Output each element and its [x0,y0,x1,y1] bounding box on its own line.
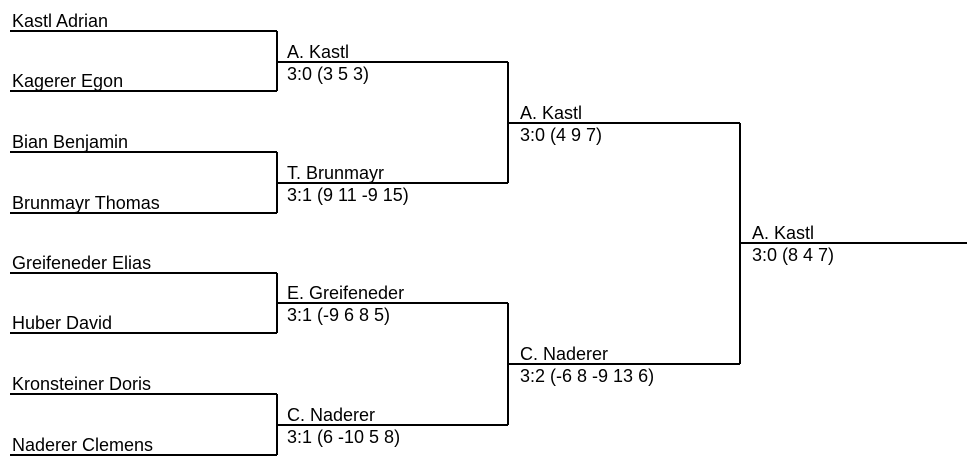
qf-score-1: 3:0 (3 5 3) [287,64,370,84]
r1-player-6: Huber David [12,313,113,333]
sf-score-2: 3:2 (-6 8 -9 13 6) [520,366,655,386]
sf-winner-1: A. Kastl [520,103,583,123]
r1-player-4: Brunmayr Thomas [12,193,160,213]
qf-score-3: 3:1 (-9 6 8 5) [287,305,391,325]
qf-score-2: 3:1 (9 11 -9 15) [287,185,409,205]
final-winner: A. Kastl [752,223,815,243]
sf-winner-2: C. Naderer [520,344,609,364]
r1-player-8: Naderer Clemens [12,435,154,455]
qf-score-4: 3:1 (6 -10 5 8) [287,427,401,447]
qf-winner-2: T. Brunmayr [287,163,385,183]
qf-winner-4: C. Naderer [287,405,376,425]
r1-player-5: Greifeneder Elias [12,253,152,273]
qf-winner-1: A. Kastl [287,42,350,62]
r1-player-3: Bian Benjamin [12,132,129,152]
final-score: 3:0 (8 4 7) [752,245,835,265]
qf-winner-3: E. Greifeneder [287,283,405,303]
r1-player-7: Kronsteiner Doris [12,374,152,394]
r1-player-1: Kastl Adrian [12,11,109,31]
r1-player-2: Kagerer Egon [12,71,124,91]
sf-score-1: 3:0 (4 9 7) [520,125,603,145]
